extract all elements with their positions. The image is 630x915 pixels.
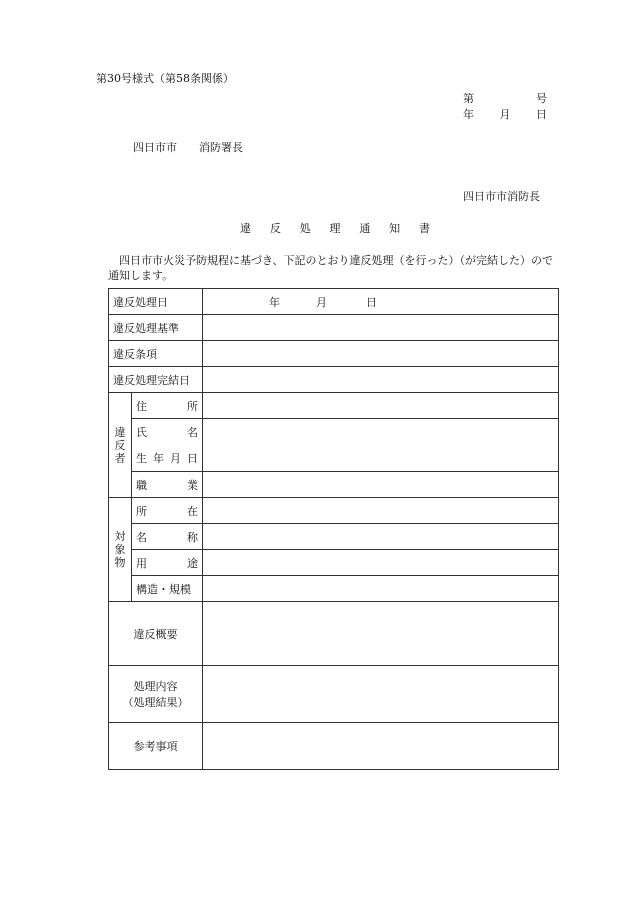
table-row: [109, 289, 559, 315]
notes-value[interactable]: [203, 723, 559, 770]
violator-occupation-value[interactable]: [203, 472, 559, 498]
title-char: 反: [269, 222, 281, 235]
notice-text: 四日市市火災予防規程に基づき、下記のとおり違反処理（を行った）（が完結した）ので通知します。: [108, 254, 554, 282]
day-label: 日: [536, 108, 547, 121]
table-row: [109, 472, 559, 498]
content-label-line-2: （処理結果）: [122, 696, 189, 709]
completion-date-label: 違反処理完結日: [109, 367, 203, 393]
title-char: 知: [389, 222, 401, 235]
table-row: [109, 367, 559, 393]
addressee-title: 消防署長: [199, 141, 243, 154]
notice-body: [108, 253, 560, 283]
content-value[interactable]: [203, 666, 559, 723]
table-row: [109, 723, 559, 770]
form-number: 第30号様式（第58条関係）: [96, 72, 234, 85]
title-char: 理: [329, 222, 341, 235]
completion-date-value[interactable]: [203, 367, 559, 393]
object-name-value[interactable]: [203, 524, 559, 550]
addressee-city: 四日市市: [133, 141, 177, 154]
date-day: 日: [366, 295, 377, 309]
object-structure-label: 構造・規模: [132, 576, 203, 602]
object-name-label: 名 称: [132, 524, 203, 550]
violator-address-value[interactable]: [203, 393, 559, 419]
violator-name-birth-value[interactable]: [203, 419, 559, 472]
content-label: [109, 666, 203, 723]
article-label: 違反条項: [109, 341, 203, 367]
object-location-value[interactable]: [203, 498, 559, 524]
object-group-label: 対象物: [109, 498, 132, 602]
table-row: [109, 602, 559, 666]
title-char: 書: [418, 222, 430, 235]
table-row: [109, 666, 559, 723]
processing-date-label: 違反処理日: [109, 289, 203, 315]
violator-name-label: 氏 名: [136, 426, 198, 439]
processing-date-value[interactable]: [203, 289, 559, 315]
table-row: [109, 393, 559, 419]
object-structure-value[interactable]: [203, 576, 559, 602]
object-use-value[interactable]: [203, 550, 559, 576]
table-row: [109, 576, 559, 602]
notice-table: [108, 288, 559, 770]
object-use-label: 用 途: [132, 550, 203, 576]
addressee: [133, 139, 243, 155]
table-row: [109, 419, 559, 472]
number-suffix: 号: [536, 92, 547, 105]
content-label-line-1: 処理内容: [133, 680, 178, 693]
violator-birth-label: 生 年 月 日: [136, 452, 198, 465]
notes-label: 参考事項: [109, 723, 203, 770]
summary-label: 違反概要: [109, 602, 203, 666]
article-value[interactable]: [203, 341, 559, 367]
table-row: [109, 315, 559, 341]
year-label: 年: [463, 108, 474, 121]
issue-date-line: [463, 106, 547, 122]
criteria-label: 違反処理基準: [109, 315, 203, 341]
table-row: [109, 524, 559, 550]
month-label: 月: [499, 108, 511, 121]
violator-group-label: 違反者: [109, 393, 132, 498]
table-row: [109, 498, 559, 524]
document-title: [240, 220, 430, 236]
summary-value[interactable]: [203, 602, 559, 666]
date-month: 月: [316, 295, 327, 309]
number-prefix: 第: [463, 92, 474, 105]
criteria-value[interactable]: [203, 315, 559, 341]
sender: 四日市市消防長: [463, 190, 540, 203]
violator-name-birth-label: [132, 419, 203, 472]
date-year: 年: [269, 295, 280, 309]
violator-occupation-label: 職 業: [132, 472, 203, 498]
title-char: 処: [299, 222, 311, 235]
title-char: 通: [359, 222, 371, 235]
document-number-line: [463, 90, 547, 106]
title-char: 違: [240, 222, 251, 235]
violator-address-label: 住 所: [132, 393, 203, 419]
object-location-label: 所 在: [132, 498, 203, 524]
table-row: [109, 550, 559, 576]
table-row: [109, 341, 559, 367]
